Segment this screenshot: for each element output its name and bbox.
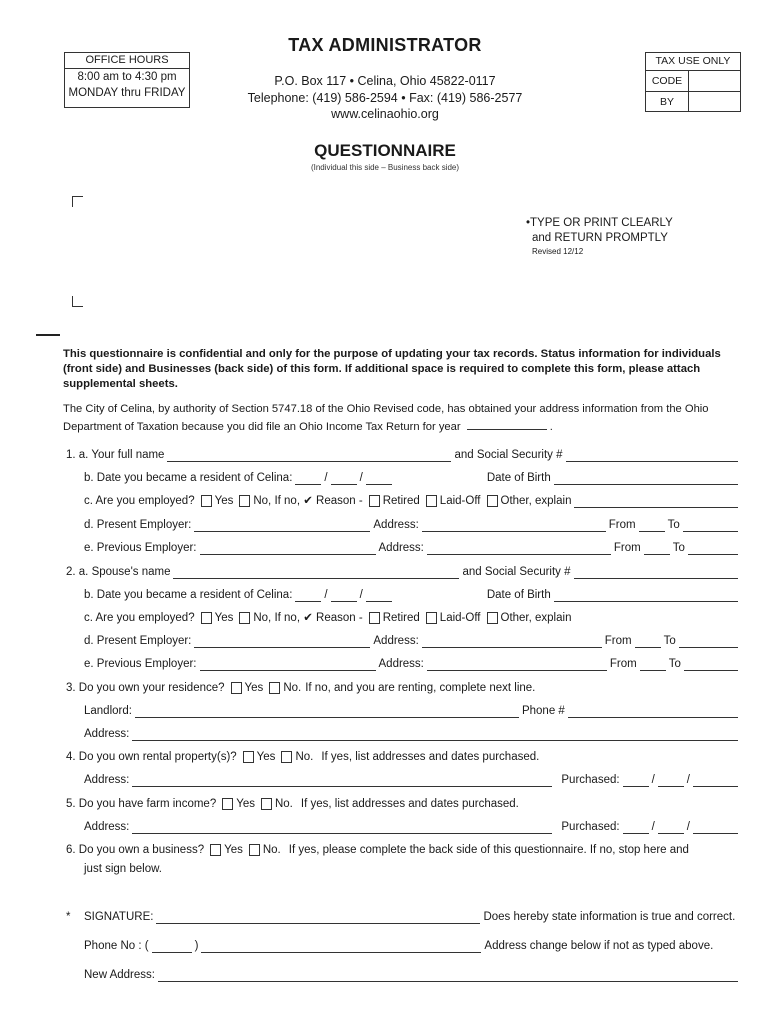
spouse-previous-from-field[interactable] [640,657,666,671]
authority-paragraph: The City of Celina, by authority of Section 5747.18 of the Ohio Revised code, has obtained your address information from the Ohio Department of Taxation because you did file an Ohio Income Tax Return for year . [63,403,709,433]
signature-statement: Does hereby state information is true and correct. [483,911,736,923]
signature-field[interactable] [156,910,480,924]
from-label: From [613,542,641,554]
q2a-row [66,561,741,579]
other-explain-field[interactable] [574,494,738,508]
website: www.celinaohio.org [331,107,439,121]
previous-employer-label: e. Previous Employer: [84,542,197,554]
rental-yes-checkbox[interactable] [243,751,254,763]
slash: / [686,774,690,786]
resident-label: b. Date you became a resident of Celina: [84,472,293,484]
q1d-row [66,514,741,532]
landlord-address-label: Address: [84,728,130,740]
phone-fax: Telephone: (419) 586-2594 • Fax: (419) 586-2577 [247,91,523,105]
required-star: * [66,911,71,923]
landlord-phone-label: Phone # [521,705,565,717]
address-change-note: Address change below if not as typed above. [484,940,714,952]
farm-address-field[interactable] [132,820,552,834]
to-label: To [672,542,685,554]
spouse-present-employer-field[interactable] [194,634,370,648]
spouse-present-from-field[interactable] [635,634,661,648]
no-reason-label: No, If no, ✔ Reason - [253,612,363,624]
other-label: Other, explain [500,612,572,624]
q1a-row [66,444,741,462]
revised-date: Revised 12/12 [532,247,584,256]
address-label: Address: [378,658,424,670]
resident-year-field[interactable] [366,471,392,485]
landlord-label: Landlord: [84,705,132,717]
slash: / [359,589,363,601]
to-label: To [663,635,676,647]
phone-number-field[interactable] [201,939,481,953]
spouse-previous-to-field[interactable] [684,657,738,671]
q4-instruction: If yes, list addresses and dates purchased. [321,751,540,763]
from-label: From [604,635,632,647]
spouse-resident-month-field[interactable] [295,588,321,602]
farm-purchased-month-field[interactable] [623,820,649,834]
slash: / [651,821,655,833]
spouse-employed-yes-checkbox[interactable] [201,612,212,624]
q5-label: 5. Do you have farm income? [66,798,217,810]
spouse-resident-day-field[interactable] [331,588,357,602]
q2b-row [66,584,741,602]
spouse-ssn-label: and Social Security # [462,566,571,578]
present-to-field[interactable] [683,518,738,532]
rental-purchased-month-field[interactable] [623,773,649,787]
q2c-row [66,607,741,625]
rental-address-field[interactable] [132,773,552,787]
present-employer-label: d. Present Employer: [84,519,192,531]
spouse-present-employer-label: d. Present Employer: [84,635,192,647]
instructions [526,216,673,246]
no-label: No. [283,682,302,694]
tax-use-header: TAX USE ONLY [646,53,740,71]
instructions-line2: and RETURN PROMPTLY [532,232,668,244]
confidentiality-notice: This questionnaire is confidential and only for the purpose of updating your tax records. Status information for individuals (front side) and Businesses (back side) of this form. If additional space is required to complete this form, please attach supplemental sheets. [63,348,721,390]
spouse-resident-year-field[interactable] [366,588,392,602]
new-address-row [66,964,741,982]
area-code-field[interactable] [152,939,192,953]
previous-employer-address-field[interactable] [427,541,611,555]
yes-label: Yes [256,751,276,763]
spouse-previous-employer-label: e. Previous Employer: [84,658,197,670]
q5-instruction: If yes, list addresses and dates purchased. [300,798,519,810]
tax-year-field[interactable] [467,417,547,430]
landlord-address-row [66,723,741,741]
to-label: To [667,519,680,531]
q4-label: 4. Do you own rental property(s)? [66,751,237,763]
q6-instruction: If yes, please complete the back side of this questionnaire. If no, stop here and [288,844,689,856]
previous-to-field[interactable] [688,541,738,555]
q6-label: 6. Do you own a business? [66,844,205,856]
employed-label: c. Are you employed? [84,495,195,507]
yes-label: Yes [224,844,243,856]
employed-yes-checkbox[interactable] [201,495,212,507]
laidoff-label: Laid-Off [439,495,481,507]
yes-label: Yes [236,798,255,810]
q2d-row [66,630,741,648]
spouse-resident-label: b. Date you became a resident of Celina: [84,589,293,601]
dob-field[interactable] [554,471,738,485]
slash: / [651,774,655,786]
yes-label: Yes [214,612,234,624]
spouse-name-field[interactable] [173,565,459,579]
full-name-field[interactable] [167,448,451,462]
instructions-line1: •TYPE OR PRINT CLEARLY [526,217,673,229]
retired-label: Retired [382,612,420,624]
no-label: No. [262,844,281,856]
landlord-phone-field[interactable] [568,704,738,718]
present-from-field[interactable] [639,518,665,532]
no-label: No. [274,798,293,810]
laidoff-label: Laid-Off [439,612,481,624]
spouse-other-checkbox[interactable] [487,612,498,624]
laidoff-checkbox[interactable] [426,495,437,507]
q1b-row [66,467,741,485]
yes-label: Yes [244,682,264,694]
q6-row [66,839,741,857]
q1a-label: 1. a. Your full name [66,449,165,461]
other-label: Other, explain [500,495,572,507]
window-corner-top [72,196,83,207]
spouse-present-address-field[interactable] [422,634,602,648]
farm-purchased-label: Purchased: [561,821,620,833]
q3-row [66,677,741,695]
rental-address-row [66,769,741,787]
spouse-previous-address-field[interactable] [427,657,607,671]
farm-yes-checkbox[interactable] [222,798,233,810]
spouse-dob-field[interactable] [554,588,738,602]
spouse-present-to-field[interactable] [679,634,738,648]
q3-label: 3. Do you own your residence? [66,682,225,694]
landlord-row [66,700,741,718]
slash: / [324,472,328,484]
address-label: Address: [373,519,419,531]
q3-instruction: If no, and you are renting, complete next line. [305,682,536,694]
retired-label: Retired [382,495,420,507]
farm-purchased-year-field[interactable] [693,820,738,834]
rental-no-checkbox[interactable] [281,751,292,763]
business-no-checkbox[interactable] [249,844,260,856]
no-reason-label: No, If no, ✔ Reason - [253,495,363,507]
farm-address-row [66,816,741,834]
resident-day-field[interactable] [331,471,357,485]
ssn-field[interactable] [566,448,738,462]
rental-purchased-year-field[interactable] [693,773,738,787]
spouse-ssn-field[interactable] [574,565,738,579]
spouse-employed-label: c. Are you employed? [84,612,195,624]
no-label: No. [295,751,314,763]
business-yes-checkbox[interactable] [210,844,221,856]
window-corner-bottom [72,296,83,307]
yes-label: Yes [214,495,234,507]
spouse-laidoff-checkbox[interactable] [426,612,437,624]
from-label: From [609,658,637,670]
q2a-label: 2. a. Spouse's name [66,566,171,578]
page-title: TAX ADMINISTRATOR [288,35,482,55]
signature-row [66,906,741,924]
new-address-label: New Address: [84,969,155,981]
farm-address-label: Address: [84,821,130,833]
spouse-dob-label: Date of Birth [486,589,551,601]
spouse-previous-employer-field[interactable] [200,657,376,671]
rental-purchased-day-field[interactable] [658,773,684,787]
q2e-row [66,653,741,671]
office-hours-days: MONDAY thru FRIDAY [68,87,186,99]
code-label: CODE [646,71,689,91]
q5-row [66,793,741,811]
slash: / [324,589,328,601]
to-label: To [668,658,681,670]
present-employer-field[interactable] [194,518,370,532]
farm-no-checkbox[interactable] [261,798,272,810]
resident-month-field[interactable] [295,471,321,485]
previous-employer-field[interactable] [200,541,376,555]
authority-text: The City of Celina, by authority of Section 5747.18 of the Ohio Revised code, has obtained your address information from the Ohio Department of Taxation because you did file an Ohio Income Tax Return for year [63,403,709,433]
own-residence-yes-checkbox[interactable] [231,682,242,694]
by-label: BY [646,92,689,112]
address-label: Address: [378,542,424,554]
employed-no-checkbox[interactable] [239,495,250,507]
phone-no-label: Phone No : ( [84,940,149,952]
mailing-address: P.O. Box 117 • Celina, Ohio 45822-0117 [274,74,496,88]
slash: / [359,472,363,484]
from-label: From [608,519,636,531]
office-hours-header: OFFICE HOURS [65,53,189,69]
address-label: Address: [373,635,419,647]
paren-close: ) [194,940,199,952]
farm-purchased-day-field[interactable] [658,820,684,834]
new-address-field[interactable] [158,968,738,982]
office-hours-time: 8:00 am to 4:30 pm [77,71,177,83]
rental-purchased-label: Purchased: [561,774,620,786]
landlord-field[interactable] [135,704,519,718]
other-checkbox[interactable] [487,495,498,507]
q6-instruction-cont: just sign below. [84,863,162,875]
landlord-address-field[interactable] [132,727,738,741]
q4-row [66,746,741,764]
signature-label: SIGNATURE: [84,911,154,923]
questionnaire-title: QUESTIONNAIRE [314,141,456,160]
q1c-row [66,490,741,508]
fold-mark [36,334,60,336]
ssn-label: and Social Security # [454,449,563,461]
spouse-retired-checkbox[interactable] [369,612,380,624]
q1e-row [66,537,741,555]
questionnaire-subtitle: (Individual this side – Business back side) [310,163,460,172]
own-residence-no-checkbox[interactable] [269,682,280,694]
spouse-employed-no-checkbox[interactable] [239,612,250,624]
dob-label: Date of Birth [486,472,551,484]
rental-address-label: Address: [84,774,130,786]
q6-row2 [66,858,741,876]
previous-from-field[interactable] [644,541,670,555]
present-employer-address-field[interactable] [422,518,606,532]
slash: / [686,821,690,833]
phone-row [66,935,741,953]
retired-checkbox[interactable] [369,495,380,507]
